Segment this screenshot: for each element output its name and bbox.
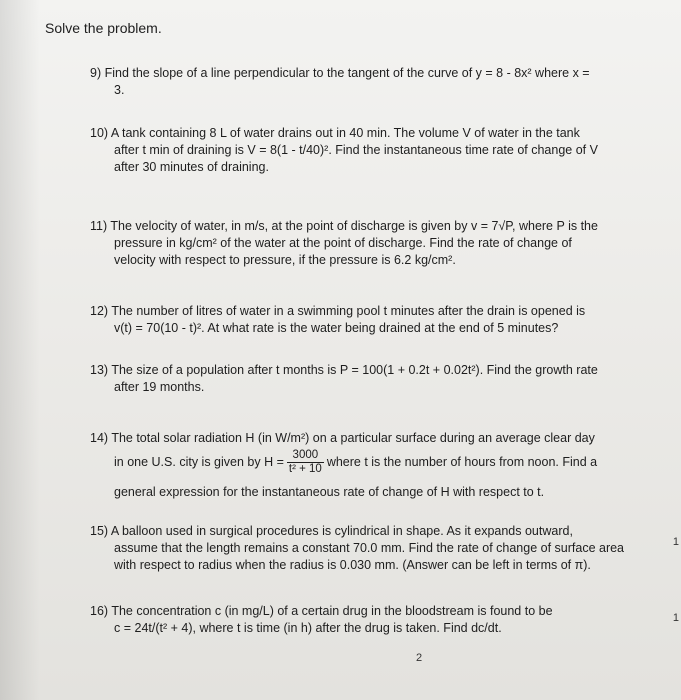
- problem-text-line: with respect to radius when the radius is 0.030 mm. (Answer can be left in terms of π).: [114, 558, 591, 572]
- problem-text-line: assume that the length remains a constant 70.0 mm. Find the rate of change of surface area: [114, 541, 625, 555]
- problem-text-line: after 19 months.: [114, 380, 205, 394]
- problem-9: [90, 65, 590, 99]
- margin-mark: 1: [672, 536, 679, 548]
- section-heading: Solve the problem.: [45, 20, 162, 36]
- problem-13: [90, 362, 598, 396]
- problem-11: [90, 218, 598, 269]
- problem-15: [90, 523, 624, 574]
- page-shadow: [0, 0, 40, 700]
- problem-text-line: after 30 minutes of draining.: [114, 160, 269, 174]
- problem-text-line: 9) Find the slope of a line perpendicular to the tangent of the curve of y = 8 - 8x² where x =: [90, 66, 590, 80]
- problem-text-line: 14) The total solar radiation H (in W/m²) on a particular surface during an average clear day: [90, 431, 595, 445]
- problem-text-line: 15) A balloon used in surgical procedures is cylindrical in shape. As it expands outward,: [90, 524, 573, 538]
- problem-text-line: general expression for the instantaneous rate of change of H with respect to t.: [114, 485, 545, 499]
- problem-text-fragment: in one U.S. city is given by H =: [114, 454, 284, 469]
- problem-16: [90, 603, 553, 637]
- problem-text-fragment: where t is the number of hours from noon. Find a: [326, 454, 598, 469]
- problem-text-line: after t min of draining is V = 8(1 - t/40)². Find the instantaneous time rate of change of V: [114, 143, 598, 157]
- margin-mark: 1: [672, 612, 679, 624]
- page-number: 2: [416, 652, 423, 664]
- problem-14: [90, 430, 597, 501]
- fraction-numerator: 3000: [287, 449, 324, 463]
- problem-10: [90, 125, 598, 176]
- problem-text-line: pressure in kg/cm² of the water at the point of discharge. Find the rate of change of: [114, 236, 572, 250]
- problem-text-line: 10) A tank containing 8 L of water drains out in 40 min. The volume V of water in the tank: [90, 126, 580, 140]
- problem-text-line: v(t) = 70(10 - t)². At what rate is the water being drained at the end of 5 minutes?: [114, 321, 559, 335]
- problem-text-line: 16) The concentration c (in mg/L) of a certain drug in the bloodstream is found to be: [90, 604, 553, 618]
- problem-text-line: velocity with respect to pressure, if the pressure is 6.2 kg/cm².: [114, 253, 456, 267]
- problem-text-line: c = 24t/(t² + 4), where t is time (in h) after the drug is taken. Find dc/dt.: [114, 621, 502, 635]
- problem-text-line-with-fraction: [90, 449, 597, 476]
- problem-text-line: 12) The number of litres of water in a swimming pool t minutes after the drain is opened is: [90, 304, 586, 318]
- problem-text-line: 13) The size of a population after t months is P = 100(1 + 0.2t + 0.02t²). Find the growth rate: [90, 363, 598, 377]
- fraction: [287, 449, 324, 476]
- problem-12: [90, 303, 585, 337]
- problem-text-line: 11) The velocity of water, in m/s, at the point of discharge is given by v = 7√P, where P is the: [90, 219, 598, 233]
- problem-text-line: 3.: [114, 83, 125, 97]
- fraction-denominator: t² + 10: [288, 463, 322, 475]
